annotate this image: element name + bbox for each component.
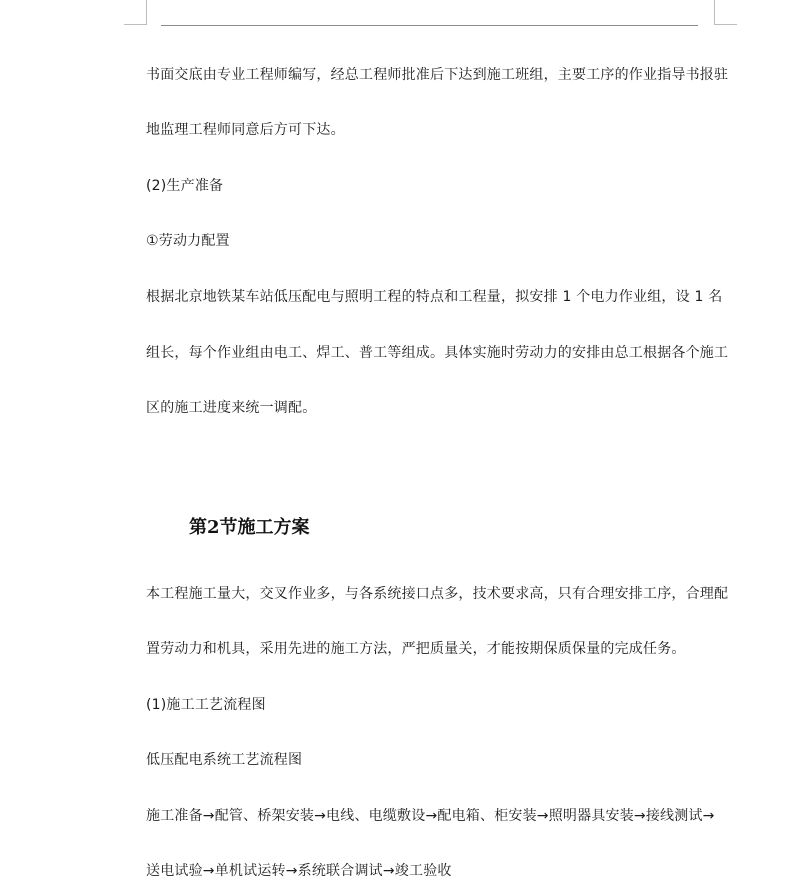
process-flow-line: 送电试验→单机试运转→系统联合调试→竣工验收 <box>146 863 452 879</box>
subheading-process-flow: (1)施工工艺流程图 <box>146 697 266 713</box>
paragraph-line: 根据北京地铁某车站低压配电与照明工程的特点和工程量，拟安排 1 个电力作业组，设 1 名 <box>146 289 723 305</box>
header-rule <box>161 25 698 26</box>
process-flow-line: 施工准备→配管、桥架安装→电线、电缆敷设→配电箱、柜安装→照明器具安装→接线测试→ <box>146 808 715 824</box>
paragraph-line: 地监理工程师同意后方可下达。 <box>146 122 345 138</box>
subheading-labor-allocation: ①劳动力配置 <box>146 233 230 249</box>
paragraph-line: 组长，每个作业组由电工、焊工、普工等组成。具体实施时劳动力的安排由总工根据各个施工 <box>146 345 729 361</box>
flowchart-title: 低压配电系统工艺流程图 <box>146 752 303 768</box>
paragraph-line: 本工程施工量大，交叉作业多，与各系统接口点多，技术要求高，只有合理安排工序，合理配 <box>146 586 729 602</box>
section-heading: 第2节施工方案 <box>189 517 310 538</box>
page-corner-mark-right <box>714 0 737 25</box>
subheading-production-prep: (2)生产准备 <box>146 178 224 194</box>
paragraph-line: 区的施工进度来统一调配。 <box>146 400 317 416</box>
paragraph-line: 书面交底由专业工程师编写，经总工程师批准后下达到施工班组，主要工序的作业指导书报驻 <box>146 67 729 83</box>
paragraph-line: 置劳动力和机具，采用先进的施工方法，严把质量关，才能按期保质保量的完成任务。 <box>146 641 686 657</box>
page-corner-mark-left <box>124 0 147 25</box>
